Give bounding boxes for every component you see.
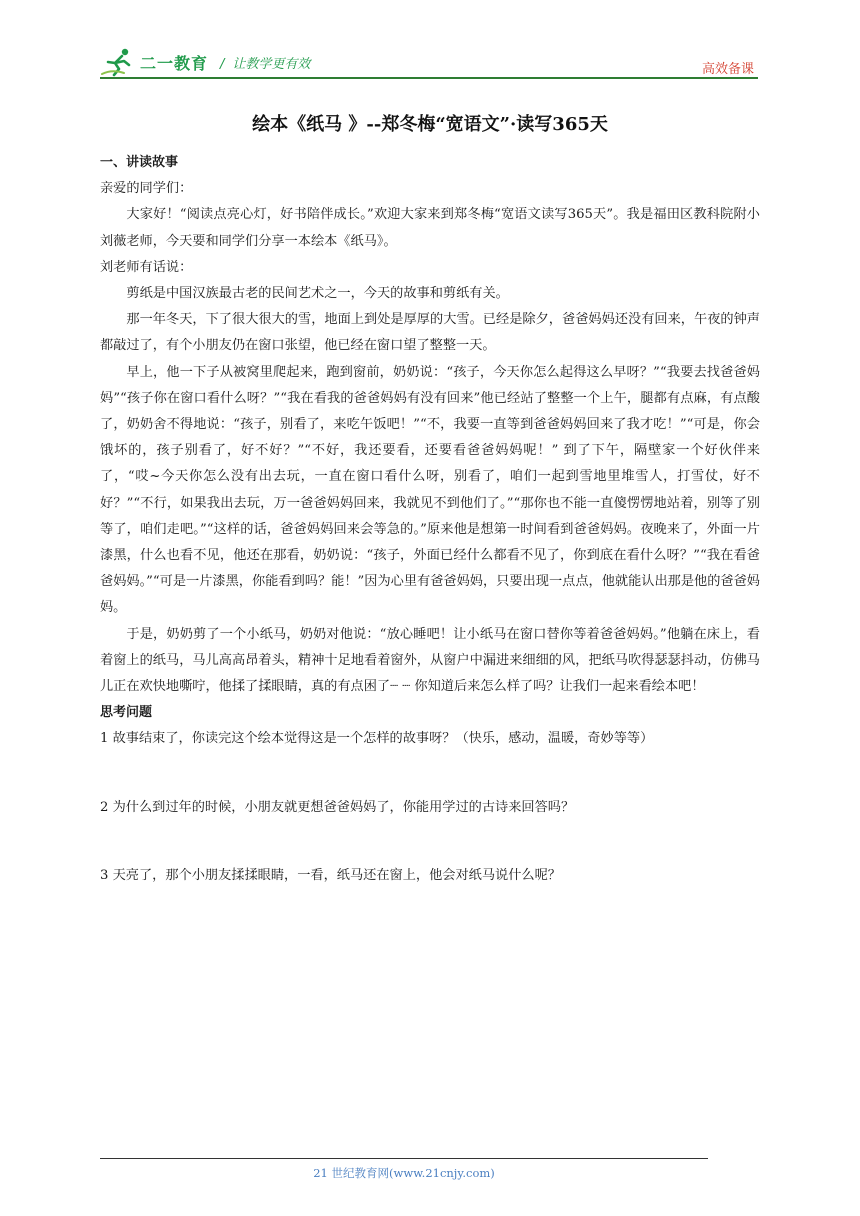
running-person-icon — [100, 47, 138, 77]
footer-source: 21 世纪教育网(www.21cnjy.com) — [313, 1166, 495, 1180]
story-paragraph-4: 于是，奶奶剪了一个小纸马，奶奶对他说：“放心睡吧！让小纸马在窗口替你等着爸爸妈妈。”他躺在床上，看着窗上的纸马，马儿高高昂着头，精神十足地看着窗外，从窗户中漏进来细细的风，把纸马吹得瑟瑟抖动，仿佛马儿正在欢快地嘶咛，他揉了揉眼睛，真的有点困了┈ ┈ 你知道后来怎么样了吗？让我们一起来看绘本吧！ — [100, 626, 760, 695]
answer-space — [100, 821, 760, 863]
slogan-divider: / — [220, 56, 225, 72]
story-paragraph-3: 早上，他一下子从被窝里爬起来，跑到窗前，奶奶说：“孩子，今天你怎么起得这么早呀？”“我要去找爸爸妈妈”“孩子你在窗口看什么呀？”“我在看我的爸爸妈妈有没有回来”他已经站了整整一个上午，腿都有点麻，有点酸了，奶奶舍不得地说：“孩子，别看了，来吃午饭吧！”“不，我要一直等到爸爸妈妈回来了我才吃！”“可是，你会饿坏的，孩子别看了，好不好？”“不好，我还要看，还要看爸爸妈妈呢！” 到了下午，隔壁家一个好伙伴来了，“哎~今天你怎么没有出去玩，一直在窗口看什么呀，别看了，咱们一起到雪地里堆雪人，打雪仗，好不好？”“不行，如果我出去玩，万一爸爸妈妈回来，我就见不到他们了。”“那你也不能一直傻愣愣地站着，别等了别等了，咱们走吧。”“这样的话，爸爸妈妈回来会等急的。”原来他是想第一时间看到爸爸妈妈。夜晚来了，外面一片漆黑，什么也看不见，他还在那看，奶奶说：“孩子，外面已经什么都看不见了，你到底在看什么呀？”“我在看爸爸妈妈。”“可是一片漆黑，你能看到吗？能！”因为心里有爸爸妈妈，只要出现一点点，他就能认出那是他的爸爸妈妈。 — [100, 364, 760, 616]
logo-text: 二一教育 — [140, 53, 209, 73]
brand-logo — [100, 46, 310, 78]
answer-space — [100, 753, 760, 795]
header-right-label: 高效备课 — [701, 62, 754, 77]
question-3: 3 天亮了，那个小朋友揉揉眼睛，一看，纸马还在窗上，他会对纸马说什么呢？ — [100, 867, 561, 883]
section-heading-story: 一、讲读故事 — [100, 155, 179, 170]
slogan — [220, 53, 310, 72]
question-1: 1 故事结束了，你读完这个绘本觉得这是一个怎样的故事呀？（快乐，感动，温暖，奇妙等等） — [100, 731, 654, 747]
greeting: 亲爱的同学们： — [100, 181, 193, 197]
page-title: 绘本《纸马 》--郑冬梅“宽语文”·读写365天 — [252, 114, 608, 135]
document-body — [100, 150, 760, 889]
page-header — [100, 44, 758, 78]
story-paragraph-1: 剪纸是中国汉族最古老的民间艺术之一，今天的故事和剪纸有关。 — [126, 286, 509, 302]
teacher-says: 刘老师有话说： — [100, 259, 193, 275]
footer-divider — [100, 1158, 708, 1159]
section-heading-questions: 思考问题 — [100, 705, 153, 721]
slogan-text: 让教学更有效 — [232, 56, 311, 72]
story-paragraph-2: 那一年冬天，下了很大很大的雪，地面上到处是厚厚的大雪。已经是除夕，爸爸妈妈还没有回来，午夜的钟声都敲过了，有个小朋友仍在窗口张望，他已经在窗口望了整整一天。 — [100, 312, 760, 354]
question-2: 2 为什么到过年的时候，小朋友就更想爸爸妈妈了，你能用学过的古诗来回答吗？ — [100, 799, 575, 815]
header-divider — [100, 77, 758, 79]
intro-paragraph: 大家好！“阅读点亮心灯，好书陪伴成长。”欢迎大家来到郑冬梅“宽语文读写365天”。我是福田区教科院附小刘薇老师，今天要和同学们分享一本绘本《纸马》。 — [100, 207, 760, 249]
